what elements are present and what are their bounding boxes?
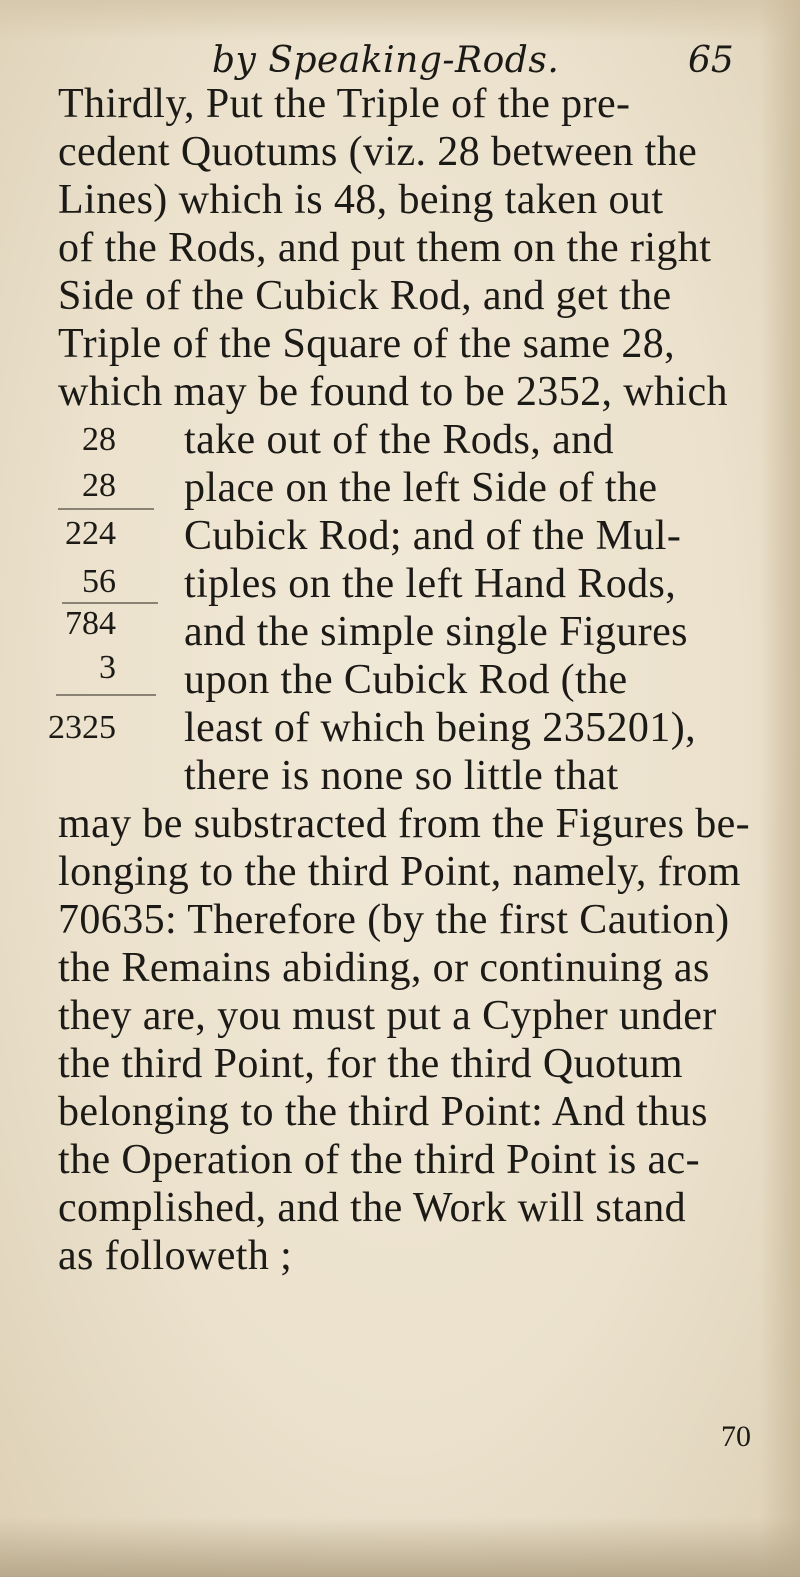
paragraph-line: which may be found to be 2352, which — [58, 369, 728, 415]
continuation-line: may be substracted from the Figures be- — [58, 801, 751, 847]
catchword: 70 — [721, 1420, 751, 1453]
side-line: least of which being 235201), — [184, 705, 696, 751]
side-line: Cubick Rod; and of the Mul- — [184, 513, 682, 559]
continuation-line: 70635: Therefore (by the first Caution) — [58, 897, 730, 943]
continuation-line: complished, and the Work will stand — [58, 1185, 687, 1231]
continuation-line: the Operation of the third Point is ac- — [58, 1137, 700, 1183]
continuation-line: the third Point, for the third Quotum — [58, 1041, 683, 1087]
continuation-line: as followeth ; — [58, 1233, 293, 1279]
page-edge-shadow-bottom — [0, 1517, 800, 1577]
calculation-rule — [56, 694, 156, 696]
side-line: tiples on the left Hand Rods, — [184, 561, 677, 607]
calculation-number: 2325 — [48, 709, 116, 746]
side-line: place on the left Side of the — [184, 465, 658, 511]
paragraph-line: Triple of the Square of the same 28, — [58, 321, 676, 367]
side-line: there is none so little that — [184, 753, 619, 799]
calculation-number: 3 — [99, 649, 116, 686]
side-line: and the simple single Figures — [184, 609, 688, 655]
continuation-line: belonging to the third Point: And thus — [58, 1089, 708, 1135]
continuation-line: they are, you must put a Cypher under — [58, 993, 717, 1039]
paragraph-line: Thirdly, Put the Triple of the pre- — [58, 81, 631, 127]
continuation-line: longing to the third Point, namely, from — [58, 849, 741, 895]
page-edge-shadow-right — [760, 0, 800, 1577]
calculation-number: 28 — [82, 421, 116, 458]
paragraph-line: cedent Quotums (viz. 28 between the — [58, 129, 698, 175]
page-edge-shadow-top — [0, 0, 800, 40]
calculation-number: 28 — [82, 467, 116, 504]
calculation-number: 56 — [82, 563, 116, 600]
calculation-rule — [58, 508, 154, 510]
page-number: 65 — [688, 40, 734, 81]
running-title: by Speaking-Rods. — [212, 40, 560, 81]
paragraph-line: of the Rods, and put them on the right — [58, 225, 712, 271]
continuation-line: the Remains abiding, or continuing as — [58, 945, 710, 991]
side-line: upon the Cubick Rod (the — [184, 657, 628, 703]
side-line: take out of the Rods, and — [184, 417, 614, 463]
calculation-number: 784 — [65, 605, 116, 642]
calculation-number: 224 — [65, 515, 116, 552]
paragraph-line: Lines) which is 48, being taken out — [58, 177, 664, 223]
paragraph-line: Side of the Cubick Rod, and get the — [58, 273, 672, 319]
